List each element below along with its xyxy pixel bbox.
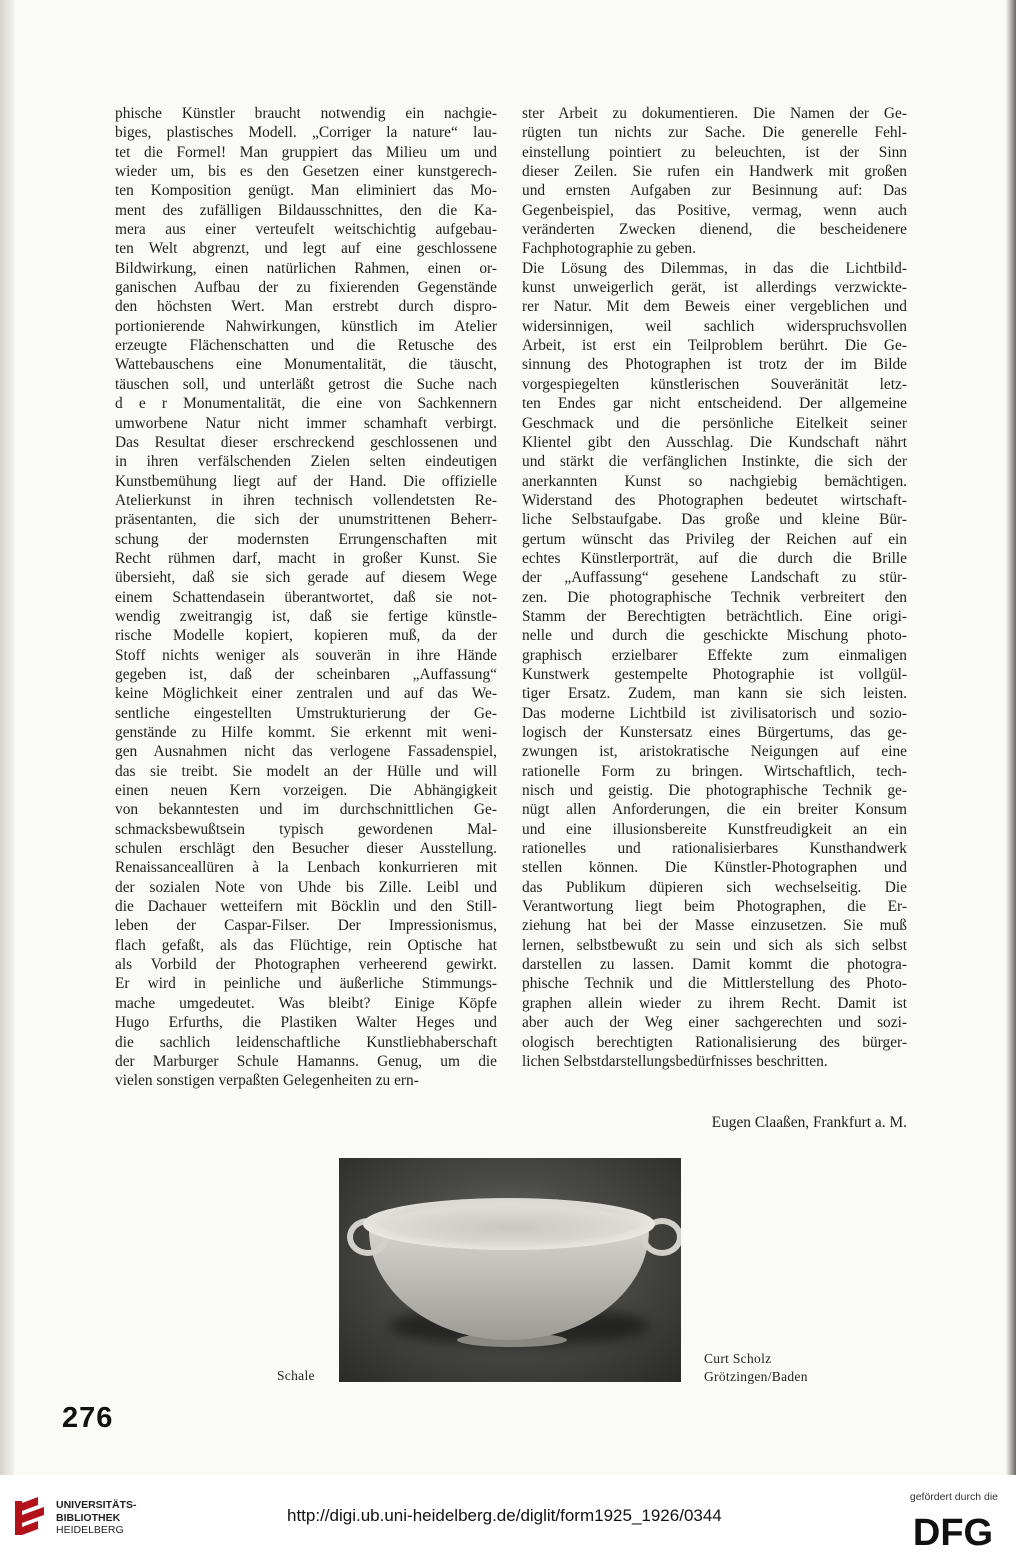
text-line: von bekanntesten und im durchschnittlichen Ge- (115, 801, 497, 819)
text-line: echtes Künstlerporträt, auf die durch die Brille (522, 549, 907, 567)
text-line: Widerstand des Photographen bedeutet wirtschaft- (522, 491, 907, 509)
text-line: dieser Zeilen. Sie rufen ein Handwerk mit großen (522, 163, 907, 181)
text-line: einstellung pointiert zu beleuchten, ist der Sinn (522, 143, 907, 161)
text-line: und stärkt die verfänglichen Instinkte, die sich der (522, 453, 907, 471)
text-line: die Dachauer wetteifern mit Böcklin und den Still- (115, 898, 497, 916)
text-line: schmacksbewußtsein typisch gewordenen Mal- (115, 820, 497, 838)
left-text-column (115, 104, 497, 1091)
photo-credit-place: Grötzingen/Baden (704, 1369, 808, 1384)
text-line: Recht rühmen darf, macht in großer Kunst. Sie (115, 549, 497, 567)
right-text-column (522, 104, 907, 1071)
text-line: rationelles und rationalisierbares Kunsthandwerk (522, 840, 907, 858)
text-line: der Marburger Schule Hamanns. Genug, um die (115, 1052, 497, 1070)
text-line: Stamm der Berechtigten beträchtlich. Eine origi- (522, 607, 907, 625)
text-line: gegeben ist, daß der scheinbaren „Auffassung“ (115, 665, 497, 683)
text-line: das Publikum düpieren sich wechselseitig. Die (522, 878, 907, 896)
scan-edge-left (0, 0, 14, 1475)
text-line: keine Möglichkeit einer zentralen und auf das We- (115, 685, 497, 703)
text-line: erzeugte Flächenschatten und die Retusche des (115, 337, 497, 355)
text-line: mera aus einer verteufelt weitschichtig aufgebau- (115, 221, 497, 239)
text-line: Das Resultat dieser erschreckend geschlossenen und (115, 433, 497, 451)
text-line: vorgespiegelten künstlerischen Souveränität letz- (522, 375, 907, 393)
scan-edge-right (1006, 0, 1016, 1475)
source-url-link[interactable]: http://digi.ub.uni-heidelberg.de/diglit/form1925_1926/0344 (287, 1506, 722, 1525)
text-line: Klientel gibt den Ausschlag. Die Kundschaft nährt (522, 433, 907, 451)
text-line: rer Natur. Mit dem Beweis einer vergeblichen und (522, 298, 907, 316)
text-line: phische Künstler braucht notwendig ein nachgie- (115, 105, 497, 122)
text-line: ten Endes gar nicht entscheidend. Der allgemeine (522, 395, 907, 413)
text-line: stellen können. Die Künstler-Photographen und (522, 859, 907, 877)
text-line: Wattebauschens eine Monumentalität, die täuscht, (115, 356, 497, 374)
text-line: veränderten Zwecken dienend, die bescheidenere (522, 221, 907, 239)
text-line: ten Komposition genügt. Man eliminiert das Mo- (115, 182, 497, 200)
text-line: leben der Caspar-Filser. Der Impressionismus, (115, 917, 497, 935)
library-name (56, 1499, 137, 1537)
text-line: liche Selbstaufgabe. Das große und kleine Bür- (522, 511, 907, 529)
text-line: lichen Selbstdarstellungsbedürfnisses beschritten. (522, 1052, 828, 1070)
text-line: Kunstbemühung liegt auf der Hand. Die offizielle (115, 472, 497, 490)
text-line: in ihren verfälschenden Zielen selten eindeutigen (115, 453, 497, 471)
text-line: einem Schattendasein überantwortet, daß sie not- (115, 588, 497, 606)
text-line: Fachphotographie zu geben. (522, 240, 696, 258)
text-line: Bildwirkung, einen natürlichen Rahmen, einen or- (115, 259, 497, 277)
text-line: vielen sonstigen verpaßten Gelegenheiten zu ern- (115, 1072, 419, 1090)
bowl-interior (379, 1206, 639, 1242)
text-line: zen. Die photographische Technik verbreitert den (522, 588, 907, 606)
digitization-footer (0, 1475, 1016, 1562)
text-line: ziehung hat bei der Masse einzusetzen. Sie muß (522, 917, 907, 935)
dfg-logo-icon (904, 1509, 1002, 1551)
author-signature: Eugen Claaßen, Frankfurt a. M. (711, 1114, 907, 1131)
text-line: genstände zu Hilfe kommt. Sie erkennt mit weni- (115, 724, 497, 741)
text-line: wieder um, bis es den Gesetzen einer kunstgerech- (115, 163, 497, 181)
text-line: einen neuen Kern vorzeigen. Die Abhängigkeit (115, 782, 497, 800)
text-line: kunst unweigerlich gerät, ist allerdings verzwickte- (522, 279, 907, 297)
library-logo-icon (14, 1497, 48, 1537)
text-line: Er wird in peinliche und äußerliche Stimmungs- (115, 975, 497, 993)
text-line: graphen allein wieder zu ihrem Recht. Damit ist (522, 994, 907, 1012)
text-line: graphisch erzielbarer Effekte zum einmaligen (522, 646, 907, 664)
text-line: d e r Monumentalität, die eine von Sachkennern (115, 395, 497, 413)
text-line: rationelle Form zu bringen. Wirtschaftlich, tech- (522, 762, 907, 780)
text-line: sentliche eingestellten Umstrukturierung der Ge- (115, 704, 497, 722)
text-line: rische Modelle kopiert, kopieren muß, da der (115, 627, 497, 645)
text-line: phische Technik und die Mittlerstellung des Photo- (522, 975, 907, 993)
text-line: Gegenbeispiel, das Positive, vermag, wenn auch (522, 201, 907, 219)
library-name-line-2: BIBLIOTHEK (56, 1511, 121, 1524)
text-line: der sozialen Note von Uhde bis Zille. Leibl und (115, 878, 497, 896)
text-line: Kunstwerk gestempelte Photographie ist vollgül- (522, 665, 907, 683)
text-line: Das moderne Lichtbild ist zivilisatorisch und sozio- (522, 704, 907, 722)
text-line: darstellen zu lassen. Damit kommt die photogra- (522, 956, 907, 974)
text-line: ganischen Aufbau der zu fixierenden Gegenstände (115, 279, 497, 297)
text-line: Die Lösung des Dilemmas, in das die Lichtbild- (522, 259, 907, 277)
text-line: sinnung des Photographen ist trotz der im Bilde (522, 356, 907, 374)
text-line: logisch der Kunstersatz eines Bürgertums, das ge- (522, 724, 907, 741)
text-line: gen Ausnahmen nicht das verlogene Fassadenspiel, (115, 743, 497, 761)
text-line: nügt allen Anforderungen, die ein breiter Konsum (522, 801, 907, 819)
text-line: der „Auffassung“ gesehene Landschaft zu stür- (522, 569, 907, 587)
text-line: nisch und geistig. Die photographische Technik ge- (522, 782, 907, 800)
text-line: anerkannten Kunst so nachgiebig bemächtigen. (522, 472, 907, 490)
text-line: Geschmack und die persönliche Eitelkeit seiner (522, 414, 907, 432)
text-line: ten Welt abgrenzt, und legt auf eine geschlossene (115, 240, 497, 258)
photo-credit-artist: Curt Scholz (704, 1351, 772, 1366)
text-line: biges, plastisches Modell. „Corriger la nature“ lau- (115, 124, 497, 142)
text-line: tiger Ersatz. Zudem, man kann sie sich leisten. (522, 685, 907, 703)
text-line: lernen, selbstbewußt zu sein und sich als sich selbst (522, 936, 907, 954)
text-line: Hugo Erfurths, die Plastiken Walter Heges und (115, 1014, 497, 1032)
text-line: Stoff nichts weniger als souverän in ihre Hände (115, 646, 497, 664)
page-number: 276 (62, 1402, 114, 1434)
text-line: mache umgedeutet. Was bleibt? Einige Köpfe (115, 994, 497, 1012)
photo-caption-credit (704, 1350, 808, 1386)
funded-by-label: gefördert durch die (909, 1491, 998, 1503)
text-line: umworbene Natur nicht immer schamhaft verbirgt. (115, 414, 497, 432)
photo-caption-title: Schale (277, 1368, 315, 1383)
text-line: Atelierkunst in ihren technisch vollendetsten Re- (115, 491, 497, 509)
text-line: Renaissanceallüren à la Lenbach konkurrieren mit (115, 859, 497, 877)
text-line: schulen erschlägt den Besucher dieser Ausstellung. (115, 840, 497, 858)
text-line: Verantwortung liegt beim Photographen, die Er- (522, 898, 907, 916)
text-line: und ernsten Aufgaben zur Besinnung auf: Das (522, 182, 907, 200)
text-line: widersinnigen, weil sachlich widerspruchsvollen (522, 317, 907, 335)
bowl-photograph (339, 1158, 681, 1382)
text-line: täuschen soll, und unterläßt getrost die Suche nach (115, 375, 497, 393)
text-line: schung der modernsten Errungenschaften mit (115, 530, 497, 548)
text-line: den höchsten Wert. Man erstrebt durch dispro- (115, 298, 497, 316)
text-line: und eine illusionsbereite Kunstfreudigkeit an ein (522, 820, 907, 838)
text-line: rügten tun nichts zur Sache. Die generelle Fehl- (522, 124, 907, 142)
text-line: ment des zufälligen Bildausschnittes, den die Ka- (115, 201, 497, 219)
text-line: ster Arbeit zu dokumentieren. Die Namen der Ge- (522, 105, 907, 122)
text-line: präsentanten, die sich der unumstrittenen Beherr- (115, 511, 497, 529)
text-line: die sachlich leidenschaftliche Kunstliebhaberschaft (115, 1033, 497, 1051)
library-name-line-1: UNIVERSITÄTS- (56, 1499, 137, 1511)
text-line: Arbeit, ist erst ein Teilproblem berührt. Die Ge- (522, 337, 907, 355)
text-line: das sie treibt. Sie modelt an der Hülle und will (115, 762, 497, 780)
text-line: tet die Formel! Man gruppiert das Milieu um und (115, 143, 497, 161)
text-line: portionierende Nahwirkungen, künstlich im Atelier (115, 317, 497, 335)
text-line: übersieht, daß sie sich gerade auf diesem Wege (115, 569, 497, 587)
library-name-line-3: HEIDELBERG (56, 1524, 124, 1536)
text-line: als Vorbild der Photographen verheerend gewirkt. (115, 956, 497, 974)
text-line: wendig zweitrangig ist, daß sie fertige künstle- (115, 607, 497, 625)
text-line: nelle und durch die geschickte Mischung photo- (522, 627, 907, 645)
text-line: zwungen ist, aristokratische Neigungen auf eine (522, 743, 907, 761)
text-line: aber auch der Weg einer sachgerechten und sozi- (522, 1014, 907, 1032)
dfg-logo-text: DFG (912, 1512, 994, 1551)
text-line: gertum wünscht das Privileg der Reichen auf ein (522, 530, 907, 548)
text-line: ologisch berechtigten Rationalisierung des bürger- (522, 1033, 907, 1051)
text-line: flach gefaßt, als das Flüchtige, rein Optische hat (115, 936, 497, 954)
